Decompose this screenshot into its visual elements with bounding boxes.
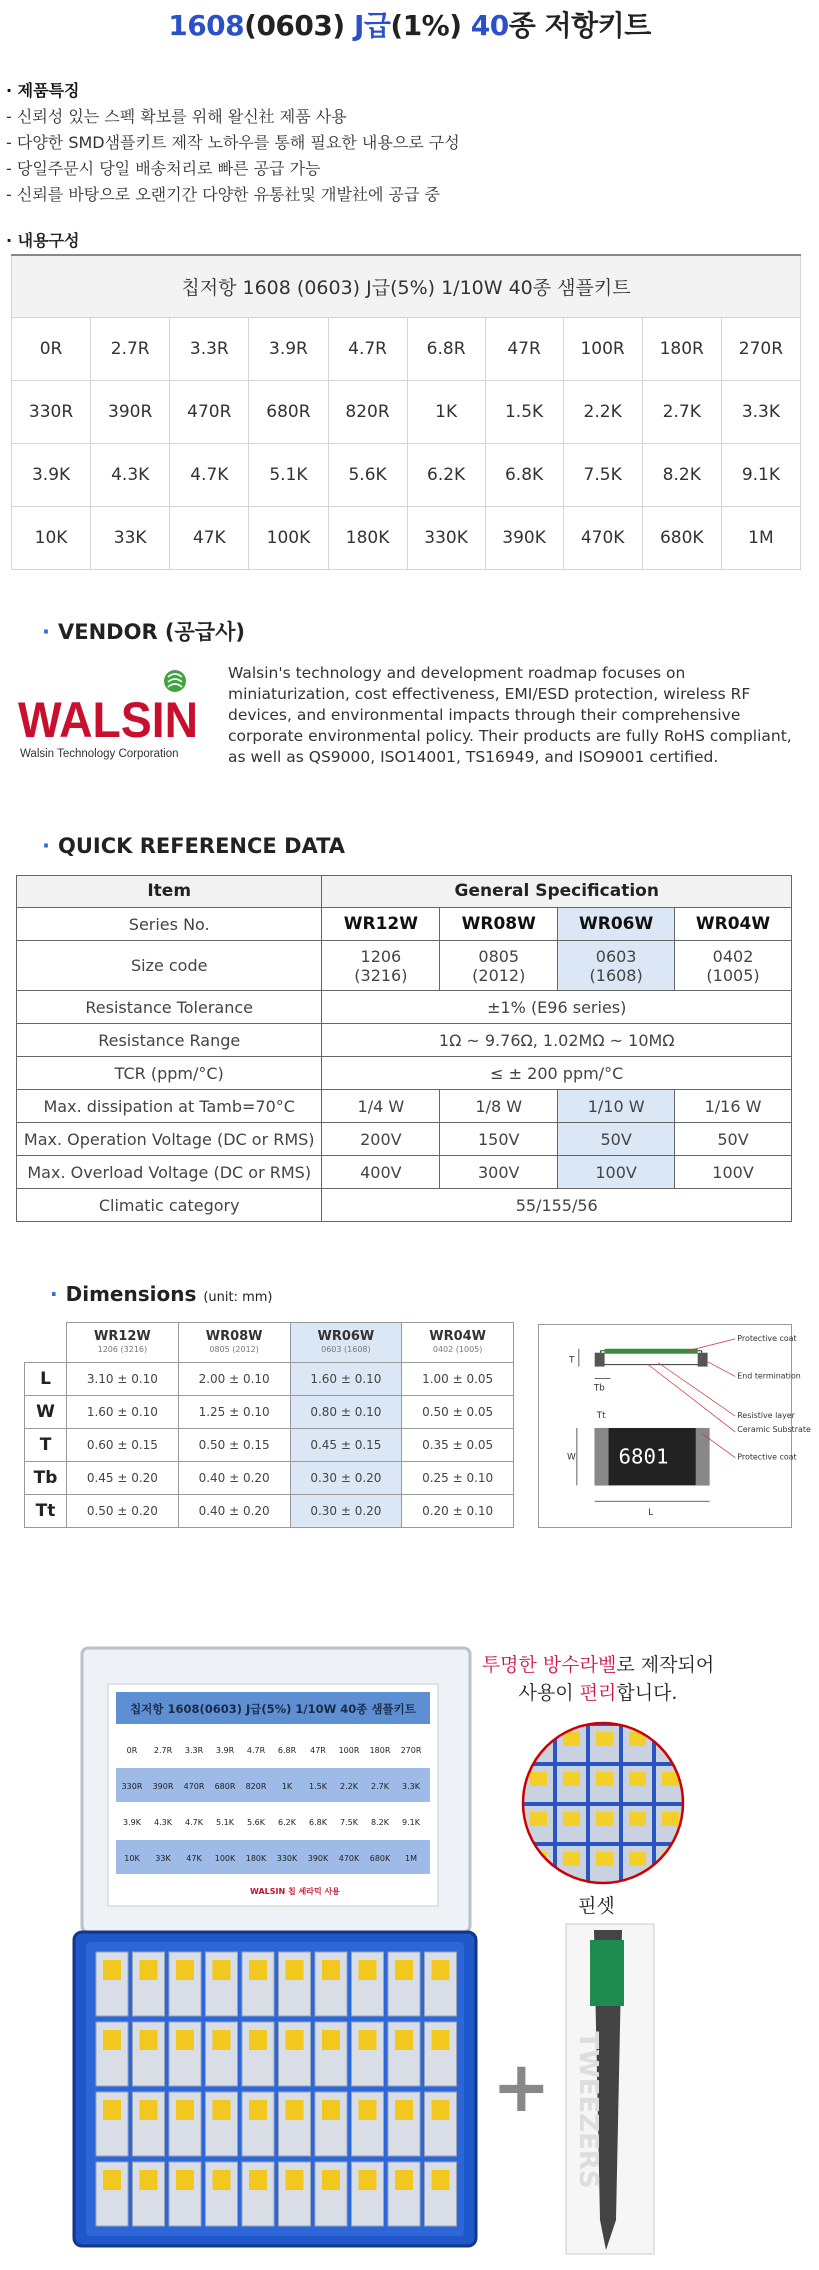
dim-value-cell: 0.30 ± 0.20 bbox=[290, 1495, 402, 1528]
dim-col-header: WR06W 0603 (1608) bbox=[290, 1323, 402, 1363]
chip-bag bbox=[213, 2100, 231, 2120]
size-cell: 0402 (1005) bbox=[675, 941, 792, 991]
col-spec-header: General Specification bbox=[322, 876, 792, 908]
kit-value-cell: 6.2K bbox=[407, 443, 485, 506]
box-label-value: 9.1K bbox=[402, 1818, 420, 1827]
dim-value-cell: 0.35 ± 0.05 bbox=[402, 1429, 514, 1462]
series-cell: WR08W bbox=[440, 908, 558, 941]
row-label: Max. Operation Voltage (DC or RMS) bbox=[17, 1123, 322, 1156]
kit-value-cell: 4.3K bbox=[91, 443, 170, 506]
chip-bag bbox=[395, 2170, 413, 2190]
op-voltage-cell: 50V bbox=[558, 1123, 675, 1156]
box-label-value: 820R bbox=[245, 1782, 267, 1791]
dim-value-cell: 3.10 ± 0.10 bbox=[67, 1363, 179, 1396]
closeup-chip bbox=[629, 1772, 646, 1786]
row-label: Resistance Range bbox=[17, 1024, 322, 1057]
dim-value-cell: 0.45 ± 0.15 bbox=[290, 1429, 402, 1462]
box-label-value: 5.6K bbox=[247, 1818, 265, 1827]
box-label-value: 470K bbox=[338, 1854, 360, 1863]
chip-bag bbox=[249, 2030, 267, 2050]
dim-label-tt: Tt bbox=[596, 1411, 606, 1422]
box-label-value: 6.8K bbox=[309, 1818, 327, 1827]
size-cell: 0805 (2012) bbox=[440, 941, 558, 991]
closeup-chip bbox=[629, 1852, 646, 1866]
box-label-value: 390R bbox=[152, 1782, 174, 1791]
closeup-chip bbox=[662, 1732, 679, 1746]
kit-value-cell: 100K bbox=[249, 506, 328, 569]
kit-value-cell: 4.7R bbox=[328, 317, 407, 380]
kit-value-cell: 2.2K bbox=[563, 380, 642, 443]
box-label-value: 5.1K bbox=[216, 1818, 234, 1827]
box-label-value: 3.9R bbox=[215, 1746, 235, 1755]
resistor-diagram bbox=[538, 1324, 811, 1528]
climatic-value: 55/155/56 bbox=[322, 1189, 792, 1222]
feature-item: - 신뢰를 바탕으로 오랜기간 다양한 유통社및 개발社에 공급 중 bbox=[6, 185, 440, 204]
kit-value-cell: 390K bbox=[485, 506, 563, 569]
dimensions-heading: · Dimensions (unit: mm) bbox=[50, 1282, 273, 1306]
kit-value-cell: 5.6K bbox=[328, 443, 407, 506]
kit-value-cell: 820R bbox=[328, 380, 407, 443]
kit-value-cell: 330K bbox=[407, 506, 485, 569]
chip-bag bbox=[322, 2100, 340, 2120]
closeup-chip bbox=[530, 1772, 547, 1786]
box-label-value: 2.2K bbox=[340, 1782, 358, 1791]
box-label-value: 470R bbox=[183, 1782, 205, 1791]
tweezers-text: TWEEZERS bbox=[573, 2031, 603, 2189]
chip-bag bbox=[322, 2030, 340, 2050]
kit-values-table bbox=[11, 254, 801, 570]
box-label-value: 100K bbox=[214, 1854, 236, 1863]
kit-value-cell: 2.7R bbox=[91, 317, 170, 380]
feature-item: - 신뢰성 있는 스펙 확보를 위해 왈신社 제품 사용 bbox=[6, 107, 347, 126]
box-label-value: 2.7R bbox=[153, 1746, 173, 1755]
closeup-compartment bbox=[656, 1726, 685, 1762]
chip-bag bbox=[103, 2100, 121, 2120]
box-label-value: 3.3R bbox=[184, 1746, 204, 1755]
kit-value-cell: 9.1K bbox=[721, 443, 800, 506]
chip-bag bbox=[213, 2170, 231, 2190]
chip-bag bbox=[286, 2100, 304, 2120]
box-label-value: 3.3K bbox=[402, 1782, 420, 1791]
vendor-heading: · VENDOR (공급사) bbox=[42, 620, 245, 644]
features-heading: · 제품특징 bbox=[6, 81, 80, 100]
feature-item: - 다양한 SMD샘플키트 제작 노하우를 통해 필요한 내용으로 구성 bbox=[6, 133, 460, 152]
chip-bag bbox=[286, 2030, 304, 2050]
kit-value-cell: 470R bbox=[170, 380, 249, 443]
box-label-value: 330R bbox=[121, 1782, 143, 1791]
tweezers-photo bbox=[560, 1920, 660, 2260]
box-label-value: 4.7R bbox=[246, 1746, 266, 1755]
label-closeup-photo bbox=[520, 1720, 686, 1886]
chip-bag bbox=[140, 2170, 158, 2190]
box-label-value: 680K bbox=[369, 1854, 391, 1863]
box-label-value: 6.2K bbox=[278, 1818, 296, 1827]
kit-caption: 칩저항 1608 (0603) J급(5%) 1/10W 40종 샘플키트 bbox=[12, 255, 801, 317]
kit-value-cell: 470K bbox=[563, 506, 642, 569]
size-cell: 1206 (3216) bbox=[322, 941, 440, 991]
chip-bag bbox=[140, 1960, 158, 1980]
box-label-value: 6.8R bbox=[277, 1746, 297, 1755]
closeup-compartment bbox=[656, 1846, 685, 1882]
diagram-label: Protective coat bbox=[737, 1333, 797, 1343]
row-label: TCR (ppm/°C) bbox=[17, 1057, 322, 1090]
dim-value-cell: 0.60 ± 0.15 bbox=[67, 1429, 179, 1462]
box-label-value: 1K bbox=[281, 1782, 293, 1791]
kit-value-cell: 3.9R bbox=[249, 317, 328, 380]
chip-bag bbox=[395, 2100, 413, 2120]
dim-value-cell: 0.45 ± 0.20 bbox=[67, 1462, 179, 1495]
tcr-value: ≤ ± 200 ppm/°C bbox=[322, 1057, 792, 1090]
chip-bag bbox=[249, 2170, 267, 2190]
chip-bag bbox=[140, 2100, 158, 2120]
dissipation-cell: 1/4 W bbox=[322, 1090, 440, 1123]
diagram-label: End termination bbox=[737, 1371, 801, 1381]
kit-box-photo bbox=[70, 1640, 480, 2260]
row-label: Climatic category bbox=[17, 1189, 322, 1222]
dim-col-header: WR04W 0402 (1005) bbox=[402, 1323, 514, 1363]
range-value: 1Ω ~ 9.76Ω, 1.02MΩ ~ 10MΩ bbox=[322, 1024, 792, 1057]
dim-row-label: L bbox=[25, 1363, 67, 1396]
kit-value-cell: 47K bbox=[170, 506, 249, 569]
dim-value-cell: 1.00 ± 0.05 bbox=[402, 1363, 514, 1396]
ol-voltage-cell: 100V bbox=[675, 1156, 792, 1189]
op-voltage-cell: 200V bbox=[322, 1123, 440, 1156]
closeup-chip bbox=[596, 1772, 613, 1786]
kit-value-cell: 4.7K bbox=[170, 443, 249, 506]
closeup-chip bbox=[563, 1732, 580, 1746]
chip-bag bbox=[432, 2030, 450, 2050]
op-voltage-cell: 50V bbox=[675, 1123, 792, 1156]
dim-label-w: W bbox=[566, 1452, 576, 1463]
quick-ref-heading: · QUICK REFERENCE DATA bbox=[42, 834, 346, 858]
dim-value-cell: 0.40 ± 0.20 bbox=[178, 1495, 290, 1528]
closeup-chip bbox=[596, 1852, 613, 1866]
box-label-value: 1.5K bbox=[309, 1782, 327, 1791]
col-item-header: Item bbox=[17, 876, 322, 908]
closeup-chip bbox=[596, 1812, 613, 1826]
kit-value-cell: 1M bbox=[721, 506, 800, 569]
dim-row-label: Tt bbox=[25, 1495, 67, 1528]
box-label-value: 180K bbox=[245, 1854, 267, 1863]
kit-value-cell: 0R bbox=[12, 317, 91, 380]
box-label-value: 8.2K bbox=[371, 1818, 389, 1827]
box-label-title: 칩저항 1608(0603) J급(5%) 1/10W 40종 샘플키트 bbox=[130, 1702, 416, 1716]
dim-row-label: Tb bbox=[25, 1462, 67, 1495]
series-cell: WR12W bbox=[322, 908, 440, 941]
dissipation-cell: 1/16 W bbox=[675, 1090, 792, 1123]
dim-value-cell: 0.20 ± 0.10 bbox=[402, 1495, 514, 1528]
kit-value-cell: 3.9K bbox=[12, 443, 91, 506]
chip-bag bbox=[359, 1960, 377, 1980]
chip-bag bbox=[432, 1960, 450, 1980]
dim-row-label: T bbox=[25, 1429, 67, 1462]
chip-bag bbox=[395, 1960, 413, 1980]
kit-value-cell: 1K bbox=[407, 380, 485, 443]
quick-ref-table bbox=[16, 875, 792, 1222]
size-cell: 0603 (1608) bbox=[558, 941, 675, 991]
tweezers-label: 핀셋 bbox=[578, 1895, 615, 1917]
chip-bag bbox=[176, 1960, 194, 1980]
kit-value-cell: 100R bbox=[563, 317, 642, 380]
dim-col-header: WR08W 0805 (2012) bbox=[178, 1323, 290, 1363]
chip-bag bbox=[103, 1960, 121, 1980]
kit-value-cell: 6.8R bbox=[407, 317, 485, 380]
chip-bag bbox=[286, 2170, 304, 2190]
box-label-value: 4.3K bbox=[154, 1818, 172, 1827]
box-label-value: 390K bbox=[307, 1854, 329, 1863]
chip-bag bbox=[176, 2100, 194, 2120]
row-label: Max. dissipation at Tamb=70°C bbox=[17, 1090, 322, 1123]
box-label-value: 270R bbox=[400, 1746, 422, 1755]
dim-value-cell: 0.25 ± 0.10 bbox=[402, 1462, 514, 1495]
chip-bag bbox=[286, 1960, 304, 1980]
chip-bag bbox=[322, 1960, 340, 1980]
box-label-footer: WALSIN 칩 세라믹 사용 bbox=[250, 1887, 340, 1896]
dim-value-cell: 0.40 ± 0.20 bbox=[178, 1462, 290, 1495]
chip-bag bbox=[140, 2030, 158, 2050]
chip-bag bbox=[103, 2170, 121, 2190]
dim-value-cell: 2.00 ± 0.10 bbox=[178, 1363, 290, 1396]
row-label: Max. Overload Voltage (DC or RMS) bbox=[17, 1156, 322, 1189]
ol-voltage-cell: 400V bbox=[322, 1156, 440, 1189]
closeup-chip bbox=[629, 1812, 646, 1826]
dim-value-cell: 1.25 ± 0.10 bbox=[178, 1396, 290, 1429]
dim-value-cell: 1.60 ± 0.10 bbox=[290, 1363, 402, 1396]
kit-value-cell: 47R bbox=[485, 317, 563, 380]
chip-bag bbox=[322, 2170, 340, 2190]
kit-value-cell: 3.3R bbox=[170, 317, 249, 380]
feature-item: - 당일주문시 당일 배송처리로 빠른 공급 가능 bbox=[6, 159, 321, 178]
chip-bag bbox=[359, 2170, 377, 2190]
box-label-value: 330K bbox=[276, 1854, 298, 1863]
plus-sign: + bbox=[492, 2046, 551, 2128]
kit-value-cell: 5.1K bbox=[249, 443, 328, 506]
box-label-value: 10K bbox=[124, 1854, 140, 1863]
dim-label-t: T bbox=[568, 1355, 575, 1366]
kit-value-cell: 1.5K bbox=[485, 380, 563, 443]
row-label: Size code bbox=[17, 941, 322, 991]
kit-value-cell: 180K bbox=[328, 506, 407, 569]
closeup-chip bbox=[563, 1772, 580, 1786]
kit-value-cell: 330R bbox=[12, 380, 91, 443]
dim-col-header: WR12W 1206 (3216) bbox=[67, 1323, 179, 1363]
kit-value-cell: 390R bbox=[91, 380, 170, 443]
dim-value-cell: 0.80 ± 0.10 bbox=[290, 1396, 402, 1429]
kit-value-cell: 8.2K bbox=[642, 443, 721, 506]
dissipation-cell: 1/10 W bbox=[558, 1090, 675, 1123]
vendor-description: Walsin's technology and development roadmap focuses on miniaturization, cost effectiveness, EMI/ESD protection, wireless RF devices, and environmental impacts through their comprehensive corporate environmental policy. Their products are fully RoHS compliant, as well as QS9000, ISO14001, TS16949, and ISO9001 certified. bbox=[228, 664, 792, 766]
dim-row-label: W bbox=[25, 1396, 67, 1429]
chip-bag bbox=[395, 2030, 413, 2050]
chip-bag bbox=[359, 2030, 377, 2050]
kit-value-cell: 6.8K bbox=[485, 443, 563, 506]
chip-bag bbox=[176, 2170, 194, 2190]
logo-subtitle: Walsin Technology Corporation bbox=[20, 748, 179, 760]
chip-bag bbox=[176, 2030, 194, 2050]
closeup-chip bbox=[662, 1812, 679, 1826]
dim-value-cell: 0.50 ± 0.20 bbox=[67, 1495, 179, 1528]
chip-marking: 6801 bbox=[618, 1444, 669, 1469]
box-label-value: 47K bbox=[186, 1854, 202, 1863]
closeup-chip bbox=[530, 1732, 547, 1746]
box-label-value: 1M bbox=[405, 1854, 417, 1863]
features-section bbox=[6, 78, 460, 208]
chip-bag bbox=[103, 2030, 121, 2050]
page-title: 1608(0603) J급(1%) 40종 저항키트 bbox=[168, 9, 651, 42]
chip-bag bbox=[432, 2170, 450, 2190]
dim-label-l: L bbox=[648, 1508, 654, 1519]
box-label-value: 47R bbox=[310, 1746, 326, 1755]
chip-bag bbox=[359, 2100, 377, 2120]
ol-voltage-cell: 100V bbox=[558, 1156, 675, 1189]
dissipation-cell: 1/8 W bbox=[440, 1090, 558, 1123]
series-cell: WR04W bbox=[675, 908, 792, 941]
box-label-value: 4.7K bbox=[185, 1818, 203, 1827]
box-label-value: 680R bbox=[214, 1782, 236, 1791]
kit-value-cell: 3.3K bbox=[721, 380, 800, 443]
closeup-chip bbox=[563, 1852, 580, 1866]
kit-value-cell: 270R bbox=[721, 317, 800, 380]
tolerance-value: ±1% (E96 series) bbox=[322, 991, 792, 1024]
kit-value-cell: 10K bbox=[12, 506, 91, 569]
chip-bag bbox=[213, 2030, 231, 2050]
kit-value-cell: 33K bbox=[91, 506, 170, 569]
closeup-chip bbox=[530, 1812, 547, 1826]
logo-wordmark: WALSIN bbox=[18, 692, 198, 748]
diagram-label: Ceramic Substrate bbox=[737, 1424, 811, 1434]
box-label-value: 100R bbox=[338, 1746, 360, 1755]
box-label-value: 33K bbox=[155, 1854, 171, 1863]
dim-value-cell: 1.60 ± 0.10 bbox=[67, 1396, 179, 1429]
dim-value-cell: 0.50 ± 0.15 bbox=[178, 1429, 290, 1462]
dim-label-tb: Tb bbox=[593, 1383, 605, 1394]
box-label-value: 2.7K bbox=[371, 1782, 389, 1791]
box-label-value: 7.5K bbox=[340, 1818, 358, 1827]
closeup-chip bbox=[596, 1732, 613, 1746]
kit-value-cell: 680K bbox=[642, 506, 721, 569]
contents-heading: · 내용구성 bbox=[6, 231, 80, 250]
box-label-value: 3.9K bbox=[123, 1818, 141, 1827]
chip-bag bbox=[249, 2100, 267, 2120]
chip-bag bbox=[213, 1960, 231, 1980]
dim-value-cell: 0.50 ± 0.05 bbox=[402, 1396, 514, 1429]
photo-caption: 투명한 방수라벨로 제작되어 사용이 편리합니다. bbox=[481, 1654, 715, 1704]
op-voltage-cell: 150V bbox=[440, 1123, 558, 1156]
ol-voltage-cell: 300V bbox=[440, 1156, 558, 1189]
series-cell: WR06W bbox=[558, 908, 675, 941]
dimensions-table bbox=[24, 1322, 514, 1528]
chip-bag bbox=[249, 1960, 267, 1980]
box-label-value: 0R bbox=[126, 1746, 138, 1755]
kit-value-cell: 680R bbox=[249, 380, 328, 443]
kit-value-cell: 180R bbox=[642, 317, 721, 380]
diagram-label: Protective coat bbox=[737, 1452, 797, 1462]
chip-bag bbox=[432, 2100, 450, 2120]
closeup-chip bbox=[563, 1812, 580, 1826]
row-label: Resistance Tolerance bbox=[17, 991, 322, 1024]
kit-value-cell: 2.7K bbox=[642, 380, 721, 443]
row-label: Series No. bbox=[17, 908, 322, 941]
walsin-logo bbox=[18, 665, 208, 763]
dim-value-cell: 0.30 ± 0.20 bbox=[290, 1462, 402, 1495]
diagram-label: Resistive layer bbox=[737, 1411, 795, 1421]
box-label-value: 180R bbox=[369, 1746, 391, 1755]
kit-value-cell: 7.5K bbox=[563, 443, 642, 506]
